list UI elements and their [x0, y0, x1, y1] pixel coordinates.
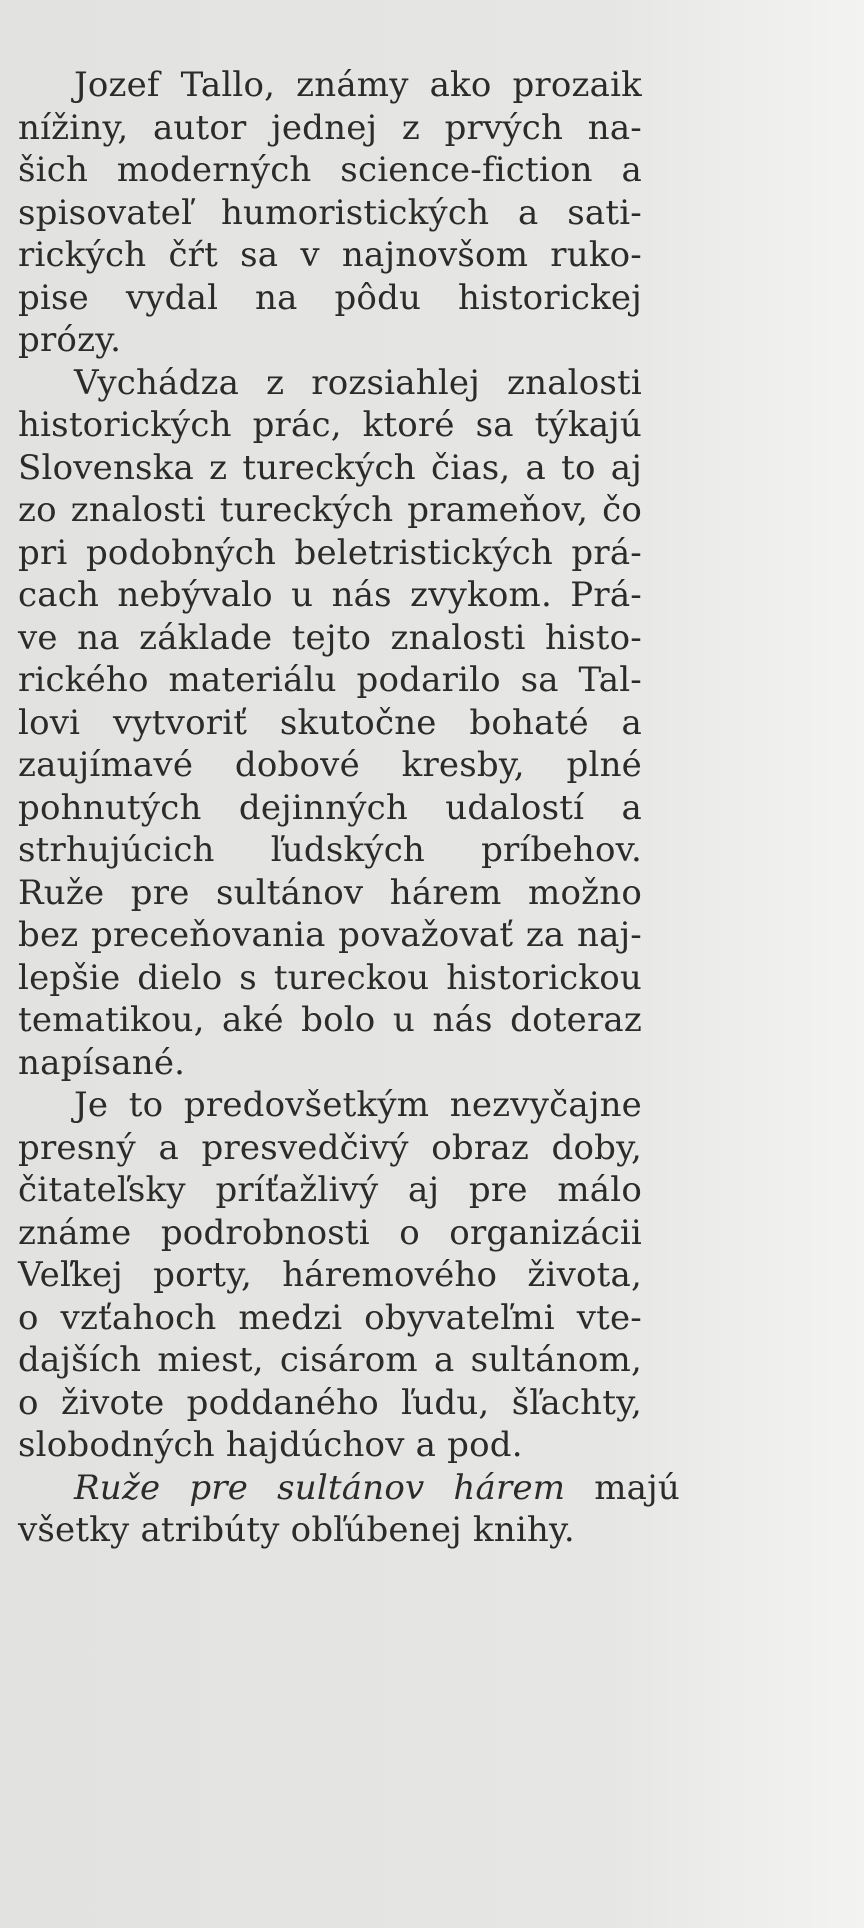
book-title: Ruže pre sultánov hárem — [74, 1467, 566, 1508]
text-line: o vzťahoch medzi obyvateľmi vte- — [18, 1297, 642, 1338]
text-line: všetky atribúty obľúbenej knihy. — [18, 1510, 575, 1550]
text-line: spisovateľ humoristických a sati- — [18, 192, 642, 233]
text-line: bez preceňovania považovať za naj- — [18, 915, 642, 955]
text-line: prózy. — [18, 320, 122, 360]
paragraph — [18, 362, 642, 1085]
paragraph — [18, 1084, 642, 1467]
text-line: slobodných hajdúchov a pod. — [18, 1425, 523, 1465]
text-line-rest: majú — [565, 1467, 680, 1508]
paragraph — [18, 1467, 680, 1552]
text-line: šich moderných science-fiction a — [18, 150, 642, 190]
text-line: presný a presvedčivý obraz doby, — [18, 1127, 642, 1168]
text-line: napísané. — [18, 1042, 186, 1083]
text-line: rického materiálu podarilo sa Tal- — [18, 660, 642, 700]
text-line: lepšie dielo s tureckou historickou — [18, 957, 642, 998]
text-line: Slovenska z tureckých čias, a to aj — [18, 447, 642, 488]
text-line: známe podrobnosti o organizácii — [18, 1212, 642, 1253]
text-line: Veľkej porty, háremového života, — [18, 1255, 642, 1295]
text-line: Je to predovšetkým nezvyčajne — [74, 1085, 642, 1125]
text-line: strhujúcich ľudských príbehov. — [18, 830, 642, 870]
paragraph — [18, 64, 642, 362]
text-line: Ruže pre sultánov hárem možno — [18, 872, 642, 913]
text-line — [18, 1467, 680, 1510]
text-line: cach nebývalo u nás zvykom. Prá- — [18, 575, 642, 615]
text-line: pise vydal na pôdu historickej — [18, 277, 642, 318]
text-line: dajších miest, cisárom a sultánom, — [18, 1340, 642, 1380]
text-line: čitateľsky príťažlivý aj pre málo — [18, 1170, 642, 1210]
text-line: pohnutých dejinných udalostí a — [18, 787, 642, 828]
text-line: Jozef Tallo, známy ako prozaik — [74, 65, 642, 105]
book-flap-text — [18, 64, 680, 1552]
text-line: ve na základe tejto znalosti histo- — [18, 617, 642, 658]
text-line: historických prác, ktoré sa týkajú — [18, 405, 642, 445]
text-line: o živote poddaného ľudu, šľachty, — [18, 1382, 642, 1423]
text-line: zaujímavé dobové kresby, plné — [18, 745, 642, 785]
text-line: zo znalosti tureckých prameňov, čo — [18, 490, 642, 530]
text-line: Vychádza z rozsiahlej znalosti — [74, 362, 642, 403]
text-line: tematikou, aké bolo u nás doteraz — [18, 1000, 642, 1040]
text-line: nížiny, autor jednej z prvých na- — [18, 107, 642, 148]
text-line: pri podobných beletristických prá- — [18, 532, 642, 573]
text-line: lovi vytvoriť skutočne bohaté a — [18, 702, 642, 743]
text-line: rických čŕt sa v najnovšom ruko- — [18, 235, 642, 275]
